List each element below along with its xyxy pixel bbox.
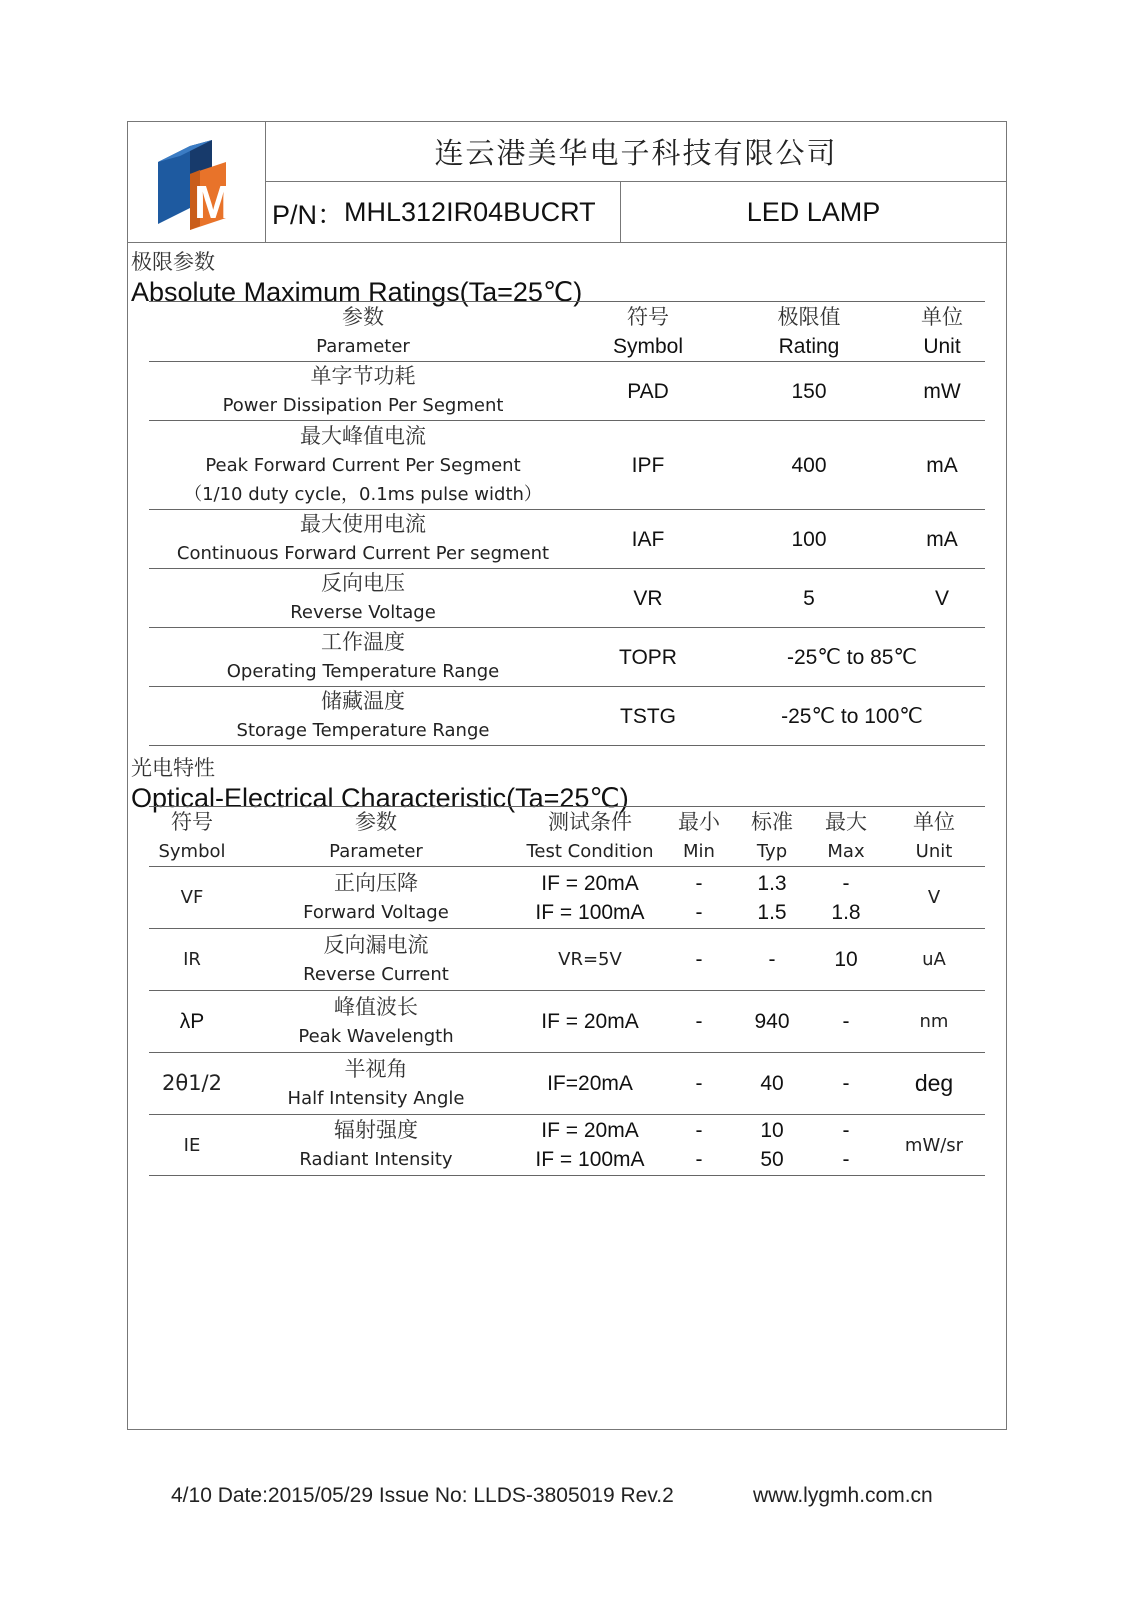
part-number-label: P/N： (272, 199, 345, 230)
table-row (149, 867, 985, 929)
oec-symbol: IR (149, 929, 235, 991)
product-type: LED LAMP (746, 196, 881, 227)
amr-symbol: IAF (577, 510, 719, 569)
oec-unit: mW/sr (883, 1115, 985, 1176)
table-row (149, 687, 985, 746)
oec-cond: VR=5V (517, 929, 663, 991)
oec-unit: deg (883, 1053, 985, 1115)
oec-cond: IF = 20mA IF = 100mA (517, 1115, 663, 1176)
oec-max: 10 (809, 929, 883, 991)
oec-header-max: 最大 Max (809, 807, 883, 867)
amr-title (131, 248, 582, 308)
oec-cond: IF=20mA (517, 1053, 663, 1115)
amr-rating: 5 (719, 569, 899, 628)
amr-title-cn: 极限参数 (131, 250, 215, 274)
amr-unit: mW (899, 362, 985, 421)
amr-unit: V (899, 569, 985, 628)
oec-header-typ: 标准 Typ (735, 807, 809, 867)
amr-header-rating: 极限值 Rating (719, 302, 899, 362)
amr-param: 最大使用电流 Continuous Forward Current Per segment (149, 510, 577, 569)
oec-max: - - (809, 1115, 883, 1176)
amr-symbol: TOPR (577, 628, 719, 687)
amr-header-row (149, 302, 985, 362)
table-row (149, 421, 985, 510)
amr-header-parameter: 参数 Parameter (149, 302, 577, 362)
amr-param: 储藏温度 Storage Temperature Range (149, 687, 577, 746)
table-row (149, 510, 985, 569)
oec-symbol: IE (149, 1115, 235, 1176)
oec-max: - (809, 991, 883, 1053)
oec-typ: 1.3 1.5 (735, 867, 809, 929)
amr-header-symbol: 符号 Symbol (577, 302, 719, 362)
amr-rating-range: -25℃ to 100℃ (719, 687, 985, 746)
oec-min: - - (663, 1115, 735, 1176)
header-divider (128, 242, 1006, 243)
oec-unit: nm (883, 991, 985, 1053)
oec-header-parameter: 参数 Parameter (235, 807, 517, 867)
footer-website: www.lygmh.com.cn (753, 1484, 933, 1507)
document-frame (127, 121, 1007, 1430)
oec-typ: 40 (735, 1053, 809, 1115)
oec-cond: IF = 20mA (517, 991, 663, 1053)
oec-cond: IF = 20mA IF = 100mA (517, 867, 663, 929)
oec-header-unit: 单位 Unit (883, 807, 985, 867)
oec-max: - (809, 1053, 883, 1115)
amr-rating-range: -25℃ to 85℃ (719, 628, 985, 687)
amr-rating: 150 (719, 362, 899, 421)
company-name: 连云港美华电子科技有限公司 (266, 122, 1006, 182)
amr-symbol: IPF (577, 421, 719, 510)
oec-header-min: 最小 Min (663, 807, 735, 867)
amr-param: 工作温度 Operating Temperature Range (149, 628, 577, 687)
amr-param: 反向电压 Reverse Voltage (149, 569, 577, 628)
oec-symbol: 2θ1/2 (149, 1053, 235, 1115)
amr-symbol: PAD (577, 362, 719, 421)
oec-typ: 940 (735, 991, 809, 1053)
oec-title-en: Optical-Electrical Characteristic(Ta=25℃) (131, 783, 629, 813)
oec-min: - (663, 1053, 735, 1115)
amr-param: 最大峰值电流 Peak Forward Current Per Segment （1/10 duty cycle，0.1ms pulse width） (149, 421, 577, 510)
page-footer (171, 1484, 933, 1508)
oec-header-condition: 测试条件 Test Condition (517, 807, 663, 867)
oec-param: 反向漏电流 Reverse Current (235, 929, 517, 991)
oec-title (131, 754, 629, 814)
company-logo (128, 122, 266, 242)
oec-param: 峰值波长 Peak Wavelength (235, 991, 517, 1053)
amr-symbol: VR (577, 569, 719, 628)
part-number (266, 182, 621, 242)
oec-min: - - (663, 867, 735, 929)
oec-title-cn: 光电特性 (131, 756, 215, 780)
amr-unit: mA (899, 421, 985, 510)
amr-header-unit: 单位 Unit (899, 302, 985, 362)
table-row (149, 362, 985, 421)
table-row (149, 1115, 985, 1176)
oec-unit: V (883, 867, 985, 929)
amr-symbol: TSTG (577, 687, 719, 746)
amr-title-en: Absolute Maximum Ratings(Ta=25℃) (131, 277, 583, 307)
oec-max: - 1.8 (809, 867, 883, 929)
oec-typ: - (735, 929, 809, 991)
amr-param: 单字节功耗 Power Dissipation Per Segment (149, 362, 577, 421)
logo-letter: M (194, 176, 233, 228)
oec-param: 正向压降 Forward Voltage (235, 867, 517, 929)
oec-min: - (663, 929, 735, 991)
oec-min: - (663, 991, 735, 1053)
oec-header-row (149, 807, 985, 867)
oec-unit: uA (883, 929, 985, 991)
logo-cell (128, 122, 266, 242)
oec-param: 辐射强度 Radiant Intensity (235, 1115, 517, 1176)
oec-header-symbol: 符号 Symbol (149, 807, 235, 867)
table-row (149, 628, 985, 687)
table-row (149, 1053, 985, 1115)
amr-table (149, 301, 985, 746)
oec-table (149, 806, 985, 1176)
amr-unit: mA (899, 510, 985, 569)
oec-symbol: λP (149, 991, 235, 1053)
table-row (149, 991, 985, 1053)
oec-typ: 10 50 (735, 1115, 809, 1176)
amr-rating: 100 (719, 510, 899, 569)
part-number-value: MHL312IR04BUCRT (344, 196, 596, 227)
oec-symbol: VF (149, 867, 235, 929)
oec-param: 半视角 Half Intensity Angle (235, 1053, 517, 1115)
table-row (149, 929, 985, 991)
amr-rating: 400 (719, 421, 899, 510)
table-row (149, 569, 985, 628)
footer-info: 4/10 Date:2015/05/29 Issue No: LLDS-3805019 Rev.2 (171, 1484, 674, 1507)
